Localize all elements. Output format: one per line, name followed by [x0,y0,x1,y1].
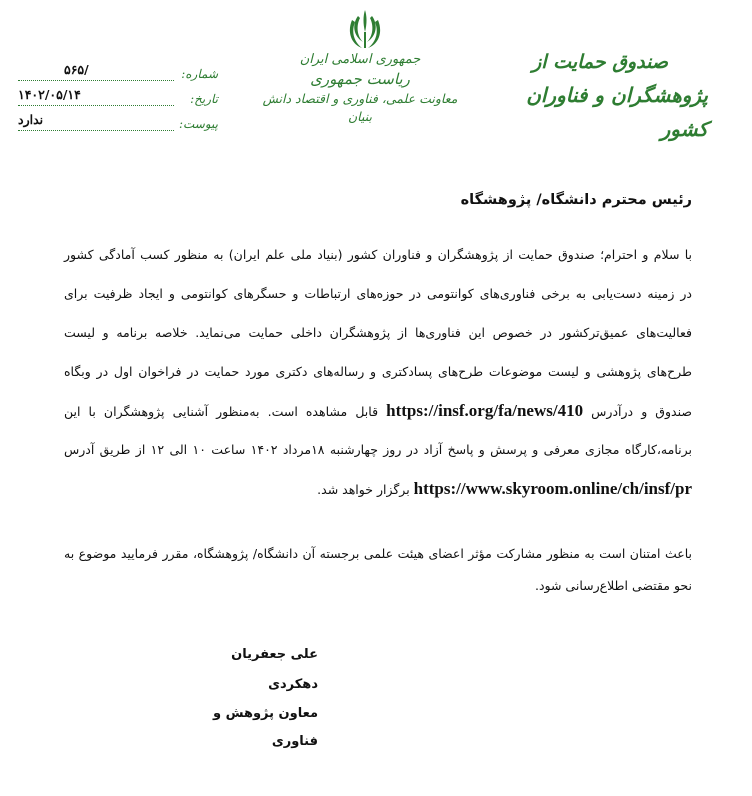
attachment-label: پیوست: [178,117,218,131]
fund-title-line1: صندوق حمایت از [532,51,668,73]
presidency-name: ریاست جمهوری [310,70,410,88]
government-header [262,52,458,126]
signer-title: معاون پژوهش و فناوری [212,706,318,749]
republic-name: جمهوری اسلامی ایران [299,52,421,67]
skyroom-url-link[interactable]: https://www.skyroom.online/ch/insf/pr [413,479,692,498]
body-text: صندوق و درآدرس [591,404,692,419]
number-value: /۵۶۵ [18,60,174,81]
signature-block [178,640,318,756]
date-row [18,81,218,106]
body-line: طرح‌های پژوهشی و لیست موضوعات طرح‌های پسادکتری و رساله‌های دکتری مورد حمایت در فراخوان اول در وبگاه [64,364,692,379]
closing-paragraph [64,538,692,602]
body-line-with-url [64,391,692,430]
signer-name: علی جعفریان دهکردی [231,647,318,692]
body-text: قابل مشاهده است. به‌منظور آشنایی پژوهشگران با این [64,404,379,419]
number-label: شماره: [181,67,218,81]
attachment-row [18,106,218,131]
letter-meta [18,56,218,131]
body-line-with-url [64,469,692,508]
body-line: فعالیت‌های عمیق‌ترکشور در خصوص این فناوری‌ها از پژوهشگران داخلی حمایت می‌نماید. خلاصه برنامه و لیست [64,325,692,340]
news-url-link[interactable]: https://insf.org/fa/news/410 [386,401,584,420]
body-line: برنامه،کارگاه مجازی معرفی و پرسش و پاسخ آزاد در روز چهارشنبه ۱۸مرداد ۱۴۰۲ ساعت ۱۰ الی ۱۲ از طریق آدرس [64,442,692,457]
body-text: برگزار خواهد شد. [317,482,410,497]
body-line: در زمینه دست‌یابی به برخی فناوری‌های کوانتومی در حوزه‌های ارتباطات و حسگرهای کوانتومی و ایجاد ظرفیت برای [64,286,692,301]
number-row [18,56,218,81]
vice-presidency-name: معاونت علمی، فناوری و اقتصاد دانش بنیان [262,91,458,124]
letter-body [64,235,692,508]
fund-title-line2: پژوهشگران و فناوران کشور [526,83,708,141]
body-line: با سلام و احترام؛ صندوق حمایت از پژوهشگران و فناوران کشور (بنیاد ملی علم ایران) به منظور کسب آمادگی کشور [64,247,692,262]
date-label: تاریخ: [190,92,218,106]
iran-emblem-icon [348,8,382,52]
attachment-value: ندارد [18,110,174,131]
fund-logotype [488,46,708,146]
date-value: ۱۴۰۲/۰۵/۱۴ [18,85,174,106]
recipient-heading: رئیس محترم دانشگاه/ پژوهشگاه [460,192,692,208]
closing-line: نحو مقتضی اطلاع‌رسانی شود. [534,578,692,593]
closing-line: باعث امتنان است به منظور مشارکت مؤثر اعضای هیئت علمی برجسته آن دانشگاه/ پژوهشگاه، مقرر فرمایید موضوع به [64,546,692,561]
